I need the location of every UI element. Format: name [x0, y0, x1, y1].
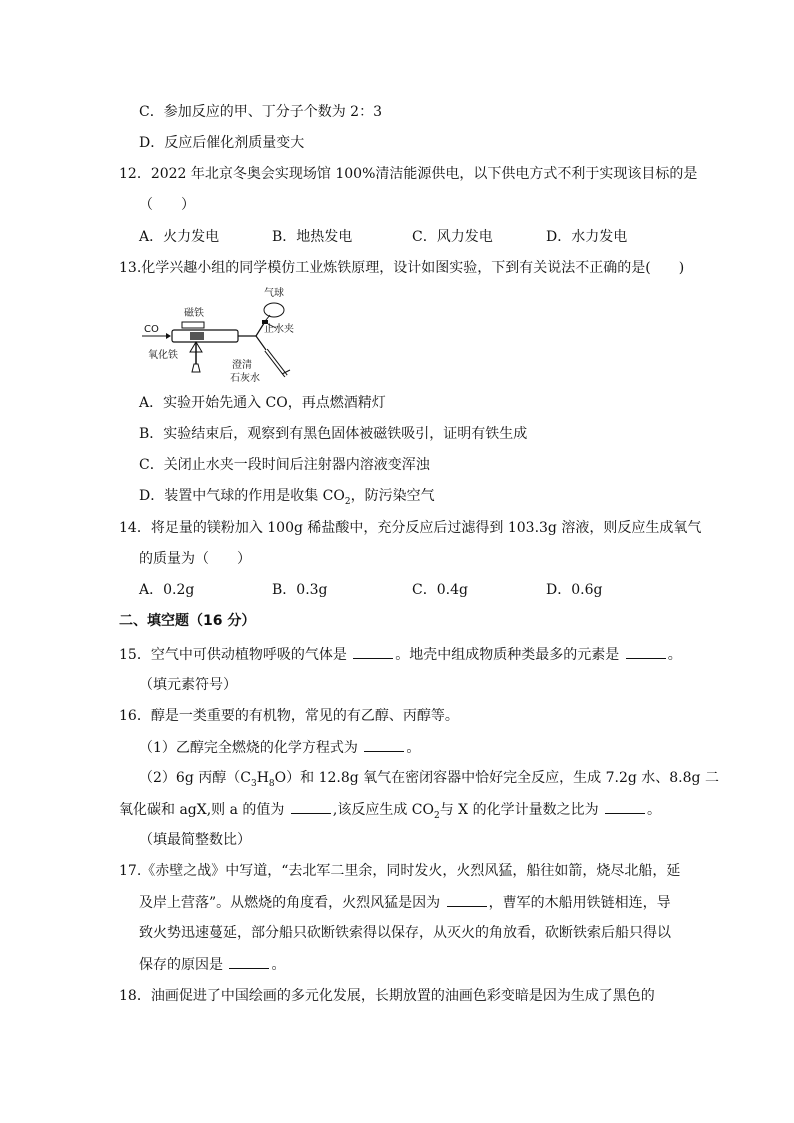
q16-sub2 [139, 768, 719, 794]
limewater-label-2: 石灰水 [230, 373, 260, 384]
q14-option-b: B．0.3g [272, 582, 328, 598]
q16-sub1 [139, 737, 420, 758]
q13-option-a: A．实验开始先通入 CO，再点燃酒精灯 [139, 395, 386, 411]
q14-option-a: A．0.2g [139, 582, 195, 598]
q11-option-c: C．参加反应的甲、丁分子个数为 2：3 [139, 104, 382, 120]
q17-line2-text: 及岸上营落”。从燃烧的角度看，火烈风猛是因为 [139, 895, 441, 911]
q17-line1: 17.《赤壁之战》中写道，“去北军二里余，同时发火，火烈风猛，船往如箭，烧尽北船，延 [119, 863, 681, 879]
q13-option-b: B．实验结束后，观察到有黑色固体被磁铁吸引，证明有铁生成 [139, 426, 528, 442]
q13-option-c: C．关闭止水夹一段时间后注射器内溶液变浑浊 [139, 457, 430, 473]
q16-sub2-subscript-1: 3 [250, 778, 257, 789]
q12-option-d: D．水力发电 [546, 229, 628, 245]
iron-oxide-label: 氧化铁 [148, 350, 178, 361]
q16-sub2-subscript-2: 8 [268, 778, 275, 789]
q16-sub2-line2 [119, 799, 661, 826]
q15-text-1: 15．空气中可供动植物呼吸的气体是 [119, 647, 347, 663]
q16-blank-3[interactable] [605, 799, 645, 814]
clamp-label: 止水夹 [264, 324, 294, 335]
co-label: CO [144, 324, 159, 335]
q15-text-2: 。地壳中组成物质种类最多的元素是 [395, 647, 620, 663]
q12-option-a: A．火力发电 [139, 229, 220, 245]
q15-text-3: 。 [667, 647, 682, 663]
q12-option-b: B．地热发电 [272, 229, 353, 245]
q16-blank-1[interactable] [364, 737, 404, 752]
q12-option-c: C．风力发电 [412, 229, 493, 245]
q15-note: （填元素符号） [139, 677, 237, 693]
q13-option-d-subscript: 2 [344, 496, 351, 507]
q12-paren: （ ） [139, 197, 195, 213]
q15-blank-2[interactable] [626, 644, 666, 659]
magnet-label: 磁铁 [184, 308, 204, 319]
q17-line4-text: 保存的原因是 [139, 957, 223, 973]
q17-blank-2[interactable] [229, 954, 269, 969]
q17-line3: 致火势迅速蔓延，部分船只砍断铁索得以保存，从灭火的角放看，砍断铁索后船只得以 [139, 925, 671, 941]
q12-stem: 12．2022 年北京冬奥会实现场馆 100%清洁能源供电，以下供电方式不利于实现该目标的是 [119, 166, 698, 182]
q16-stem: 16．醇是一类重要的有机物，常见的有乙醇、丙醇等。 [119, 708, 459, 724]
q16-sub2-line2-c: 与 X 的化学计量数之比为 [439, 802, 599, 818]
q14-stem: 14．将足量的镁粉加入 100g 稀盐酸中，充分反应后过滤得到 103.3g 溶液，则反应生成氧气 [119, 520, 702, 536]
q14-option-c: C．0.4g [412, 582, 468, 598]
q16-sub2-text-b: H [256, 770, 269, 786]
ironmaking-apparatus-diagram [140, 284, 300, 384]
balloon-label: 气球 [264, 288, 284, 299]
q16-sub2-line2-subscript: 2 [433, 810, 440, 821]
q15-blank-1[interactable] [353, 644, 393, 659]
q13-stem: 13.化学兴趣小组的同学模仿工业炼铁原理，设计如图实验，下到有关说法不正确的是( ) [119, 260, 685, 276]
q13-option-d-text: D．装置中气球的作用是收集 CO [139, 488, 345, 504]
q16-sub2-text-c: O）和 12.8g 氧气在密闭容器中恰好完全反应，生成 7.2g 水、8.8g 二 [274, 770, 719, 786]
q14-stem-cont: 的质量为（ ） [139, 551, 251, 567]
limewater-label-1: 澄清 [232, 360, 252, 371]
q14-option-d: D．0.6g [546, 582, 603, 598]
q16-sub2-line2-d: 。 [647, 802, 662, 818]
q16-sub1-end: 。 [406, 740, 421, 756]
q16-blank-2[interactable] [291, 799, 331, 814]
q13-option-d-text-end: ，防污染空气 [350, 488, 435, 504]
q17-line2-end: ，曹军的木船用铁链相连，导 [488, 895, 671, 911]
q17-line2 [139, 892, 671, 913]
q11-option-d: D．反应后催化剂质量变大 [139, 135, 305, 151]
q13-option-d [139, 486, 435, 512]
q16-note: （填最简整数比） [139, 832, 251, 848]
q18-line1: 18．油画促进了中国绘画的多元化发展，长期放置的油画色彩变暗是因为生成了黑色的 [119, 988, 655, 1004]
q16-sub2-line2-b: ,该反应生成 CO [332, 802, 434, 818]
q17-line4-end: 。 [271, 957, 286, 973]
q16-sub1-text: （1）乙醇完全燃烧的化学方程式为 [139, 740, 358, 756]
q16-sub2-line2-a: 氧化碳和 agX,则 a 的值为 [119, 802, 285, 818]
section-heading: 二、填空题（16 分） [119, 613, 256, 629]
q16-sub2-text-a: （2）6g 丙醇（C [139, 770, 251, 786]
q17-blank-1[interactable] [447, 892, 487, 907]
q15-line [119, 644, 682, 665]
q17-line4 [139, 954, 285, 975]
